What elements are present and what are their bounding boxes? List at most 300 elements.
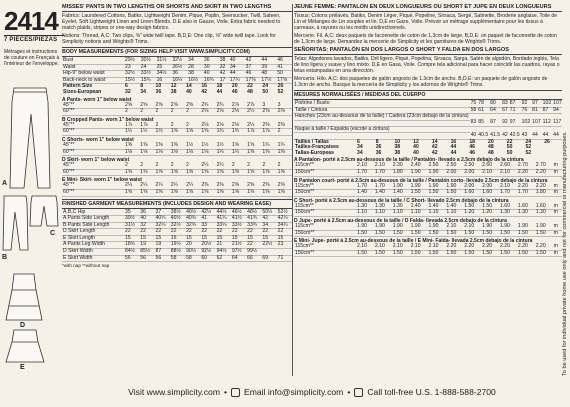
table-cell: 10: [394, 138, 401, 145]
row-label: 45"**: [62, 123, 124, 129]
footer-email-link[interactable]: Email info@simplicity.com: [244, 387, 344, 397]
row-label: Waist: [62, 64, 124, 71]
table-cell: 26: [277, 83, 284, 90]
table-cell: 17½: [260, 77, 276, 84]
column-divider: [292, 4, 293, 376]
table-cell: 38: [394, 149, 401, 156]
table-cell: 16: [450, 138, 457, 145]
table-cell: 31½: [124, 222, 139, 229]
row-label: B Pants Side Length: [62, 222, 124, 229]
table-cell: 12: [170, 83, 177, 90]
table-cell: 88½: [170, 249, 185, 256]
table-cell: 34: [229, 64, 245, 71]
table-cell: 1.50: [374, 230, 392, 237]
table-cell: 69: [261, 255, 276, 262]
table-cell: 2⅞: [246, 103, 261, 109]
metrage-table: [294, 163, 562, 176]
footer-separator: •: [347, 387, 351, 397]
table-cell: 33½: [231, 222, 246, 229]
table-cell: 2¼: [124, 183, 139, 189]
row-label: E Skirt Width: [62, 255, 124, 262]
table-cell: 2¼: [246, 109, 261, 116]
french-spanish-column: [294, 4, 562, 380]
table-cell: 94: [552, 107, 562, 114]
table-cell: 1.50: [445, 250, 463, 257]
table-cell: 1.50: [374, 250, 392, 257]
table-cell: 2¾: [200, 103, 215, 109]
table-cell: 97½: [231, 249, 246, 256]
table-cell: 34: [261, 222, 276, 229]
table-cell: 1⅝: [139, 169, 154, 176]
table-cell: 2.00: [445, 169, 463, 176]
table-cell: 32: [219, 64, 229, 71]
table-cell: 16¾: [203, 77, 219, 84]
table-cell: 3: [261, 103, 276, 109]
row-label: 60"**: [62, 189, 124, 196]
table-cell: 15½: [124, 77, 140, 84]
french-note: Métrages et instructions de couture en Français à l'intérieur de l'enveloppe.: [4, 49, 60, 67]
table-cell: 1.10: [392, 210, 410, 217]
table-cell: 44: [216, 88, 223, 95]
table-cell: 92: [502, 119, 508, 126]
table-cell: 1.90: [499, 224, 517, 230]
row-label: Sizes-European: [63, 88, 102, 95]
table-cell: 2⅜: [200, 183, 215, 189]
table-cell: 66: [246, 255, 261, 262]
row-label: 150cm**: [294, 210, 356, 217]
table-cell: 21: [216, 242, 231, 249]
view-label-d: D: [20, 322, 26, 329]
table-cell: 44: [450, 149, 457, 156]
table-cell: 18¾: [124, 242, 139, 249]
tissus-text: Tissus: Cotons prélavés, Batiks, Denim Léger, Piqué, Popeline, Sirsaca, Sergé, Satinette, Broderie anglaise, Toile de Lin et Mélanges de Lin souples et lin. D,E en Gaze, Voile. Prévoir un métrage supplémentaire pour les tissus à carreaux, à rayures ou les motifs unidirectionnels.: [294, 13, 558, 31]
table-cell: 8: [140, 83, 144, 90]
table-cell: 36: [171, 71, 187, 78]
spanish-title: SEÑORITAS: PANTALÓN EN DOS LARGOS O SHORT Y FALDA EN DOS LARGOS: [294, 47, 562, 55]
table-cell: 48: [488, 149, 494, 156]
table-cell: 29½: [124, 58, 140, 64]
pieces-count: 7 PIECES/PIEZAS: [4, 35, 64, 43]
table-cell: 64: [489, 107, 501, 114]
table-cell: 1.60: [463, 190, 481, 197]
table-cell: 1⅞: [139, 123, 154, 129]
table-row: [294, 210, 562, 217]
table-cell: 1.50: [428, 230, 446, 237]
table-cell: 2.10: [481, 169, 499, 176]
table-cell: 2: [170, 123, 185, 129]
table-cell: 22: [124, 229, 139, 236]
table-cell: 28: [187, 64, 203, 71]
table-cell: 40: [470, 131, 477, 138]
table-cell: 1.50: [481, 204, 499, 210]
table-cell: 52½: [277, 210, 292, 216]
table-cell: 23: [124, 64, 140, 71]
table-cell: 1.90: [392, 224, 410, 230]
table-cell: 52: [525, 149, 532, 156]
table-cell: 1⅝: [155, 189, 170, 196]
row-label: 60"**: [62, 169, 124, 176]
table-cell: 41¼: [216, 216, 231, 223]
table-cell: 56: [139, 255, 154, 262]
view-yardage-title: A Pantalon- porté à 2.5cm au-dessous de la taille / Pantalón- llevado a 2.5cm debajo de la cintura: [294, 157, 524, 164]
table-cell: 1⅝: [185, 129, 200, 136]
table-cell: 38½: [170, 210, 185, 216]
table-cell: 1⅞: [124, 123, 139, 129]
table-cell: 2: [277, 129, 292, 136]
table-cell: 40: [186, 88, 192, 95]
table-cell: 1.90: [392, 184, 410, 190]
fine-print: *with nap **without nap: [62, 263, 110, 269]
table-cell: 1.50: [428, 190, 446, 197]
table-cell: 36: [203, 58, 219, 64]
french-title: JEUNE FEMME: PANTALON EN DEUX LONGUEURS OU SHORT ET JUPE EN DEUX LONGUEURS: [294, 4, 562, 12]
table-cell: 1⅝: [200, 189, 215, 196]
table-cell: 1.40: [392, 190, 410, 197]
table-cell: 1.50: [517, 250, 535, 257]
table-cell: 1.10: [356, 210, 374, 217]
table-cell: 1.70: [356, 169, 374, 176]
table-cell: 31½: [156, 58, 172, 64]
table-cell: 1.10: [410, 210, 428, 217]
table-cell: 99½: [246, 249, 261, 256]
table-cell: 1.30: [356, 204, 374, 210]
table-cell: 1⅝: [216, 169, 231, 176]
table-cell: 2: [231, 163, 246, 169]
table-cell: 18: [469, 138, 475, 145]
table-cell: 2.10: [499, 169, 517, 176]
table-cell: 20: [185, 242, 200, 249]
table-cell: 1½: [216, 143, 231, 149]
table-cell: 87: [489, 120, 501, 126]
view-yardage-title: E Mini- Jupe- porté à 2.5cm au-dessous de la taille / E Mini- Falda- llevada 2.5cm debajo de la cintura: [294, 238, 533, 245]
table-cell: 112: [542, 119, 551, 126]
table-cell: 2¼: [246, 123, 261, 129]
table-cell: 1⅝: [231, 143, 246, 149]
table-cell: 2.50: [445, 163, 463, 169]
table-cell: 58: [170, 255, 185, 262]
table-cell: 1.50: [481, 230, 499, 237]
table-cell: 2: [155, 109, 170, 116]
shorts-c-sketch: [30, 196, 58, 226]
table-cell: 2¾: [216, 103, 231, 109]
merceria-text: Mercería: Hilo. A,C: dos paquetes de galón angosto de 1.3cm de ancho. B,D,E: un paquete de galón angosto de 1.3cm de ancho. Busque la mercería de Simplicity y los adornos de Wrights® Trims.: [294, 76, 548, 88]
row-label: D Skirt Length: [62, 229, 124, 236]
table-cell: 1.70: [356, 184, 374, 190]
row-label: Poitrine / Busto: [294, 101, 470, 107]
table-cell: 1.20: [481, 210, 499, 217]
table-cell: 6: [357, 138, 360, 145]
table-cell: 1⅛: [185, 149, 200, 156]
table-cell: 39: [260, 64, 276, 71]
table-cell: 1⅜: [124, 143, 139, 149]
table-cell: 2¼: [139, 183, 154, 189]
table-cell: 61: [477, 107, 489, 114]
table-cell: m: [553, 204, 562, 210]
table-row: [294, 190, 562, 197]
table-cell: 44: [260, 58, 276, 64]
garment-sketches: [0, 84, 60, 374]
table-cell: 94½: [216, 249, 231, 256]
table-cell: 50: [262, 88, 269, 95]
table-cell: 2: [124, 163, 139, 169]
row-label: Hip-9" below waist: [62, 71, 124, 78]
table-cell: 15: [124, 235, 139, 242]
table-cell: 16½: [187, 77, 203, 84]
table-cell: 2: [124, 109, 139, 116]
table-cell: 2.00: [463, 169, 481, 176]
table-cell: 15: [246, 235, 261, 242]
table-cell: 22: [216, 229, 231, 236]
table-cell: 44½: [216, 210, 231, 216]
view-yardage-title: C Shorts- worn 1" below waist: [62, 136, 134, 143]
table-cell: 83: [502, 100, 508, 106]
table-cell: 75: [470, 100, 477, 106]
table-cell: 1.30: [517, 210, 535, 217]
row-label: 60"**: [62, 109, 124, 116]
table-cell: 107: [553, 100, 562, 106]
table-cell: 1⅝: [170, 129, 185, 136]
table-cell: 2⅜: [277, 183, 292, 189]
table-cell: m: [553, 169, 562, 176]
yardage-section: [62, 96, 292, 197]
table-cell: 1⅝: [246, 189, 261, 196]
row-label: Bust: [62, 58, 124, 64]
table-cell: 22: [506, 138, 513, 145]
table-cell: 2.40: [410, 163, 428, 169]
table-cell: 2¼: [216, 163, 231, 169]
table-cell: 38: [394, 144, 401, 151]
row-label: 60"**: [62, 149, 124, 156]
table-cell: 50: [506, 149, 513, 156]
table-cell: 2: [185, 163, 200, 169]
table-cell: 32½: [124, 71, 140, 78]
table-cell: 42¼: [277, 216, 292, 223]
table-row: [62, 169, 292, 176]
size-table: [62, 84, 292, 95]
table-cell: 22: [185, 229, 200, 236]
table-cell: 62: [216, 255, 231, 262]
table-cell: 19: [139, 242, 154, 249]
table-cell: 33: [200, 222, 215, 229]
table-cell: 2.20: [517, 184, 535, 190]
table-cell: 16: [156, 77, 172, 84]
table-cell: 42: [261, 216, 276, 223]
table-cell: 2⅜: [231, 183, 246, 189]
table-cell: 1⅝: [200, 129, 215, 136]
table-cell: 1.30: [374, 204, 392, 210]
table-cell: 26½: [171, 64, 187, 71]
table-cell: 17⅜: [245, 77, 261, 84]
table-cell: 1⅞: [246, 129, 261, 136]
fabrics-text: Fabrics: Laundered Cottons, Batiks, Lightweight Denim, Pique, Poplin, Seersucker, Twill, Sateen, Eyelet, Soft Lightweight Linen and Linen Blends. D.E also in Gauze, Voile. Extra fabric needed to match plaids, stripes or one-way design fabrics.: [62, 13, 281, 31]
table-cell: 1.50: [410, 190, 428, 197]
table-cell: 40¼: [155, 216, 170, 223]
table-cell: 1.50: [410, 230, 428, 237]
table-cell: 42: [201, 88, 207, 95]
table-cell: 26: [544, 138, 550, 145]
yardage-table: [62, 163, 292, 176]
footer-visit-link[interactable]: Visit www.simplicity.com: [128, 387, 220, 397]
table-cell: 2: [139, 109, 154, 116]
table-cell: 46: [276, 58, 292, 64]
table-cell: 1¾: [277, 143, 292, 149]
row-label: 45"**: [62, 103, 124, 109]
table-cell: 2⅛: [231, 123, 246, 129]
table-cell: 24: [140, 64, 156, 71]
tailles-table: [294, 140, 562, 157]
table-cell: 2⅝: [185, 103, 200, 109]
table-cell: 90½: [185, 249, 200, 256]
table-row: [294, 133, 562, 139]
table-cell: 1.70: [499, 190, 517, 197]
table-cell: 40½: [170, 216, 185, 223]
table-cell: 1.60: [499, 204, 517, 210]
table-cell: 22: [200, 229, 215, 236]
table-cell: 2.20: [463, 244, 481, 250]
table-cell: 92: [521, 101, 532, 107]
table-cell: 1⅜: [246, 149, 261, 156]
table-cell: 2⅜: [277, 109, 292, 116]
row-label: Tallas-Europeas: [295, 149, 334, 156]
table-cell: 2⅝: [155, 103, 170, 109]
table-cell: 1⅜: [139, 143, 154, 149]
view-yardage-title: E Mini- Skirt- worn 1" below waist: [62, 177, 142, 184]
table-cell: 19: [155, 242, 170, 249]
table-cell: 71: [509, 107, 521, 114]
table-cell: 24: [262, 83, 269, 90]
table-cell: 1.50: [445, 190, 463, 197]
view-yardage-title: D Skirt- worn 1" below waist: [62, 157, 130, 164]
table-cell: 1⅜: [155, 143, 170, 149]
table-cell: 1¼: [231, 149, 246, 156]
table-cell: 1.10: [374, 210, 392, 217]
table-cell: 34¼: [277, 222, 292, 229]
row-label: 150cm**: [294, 169, 356, 176]
table-cell: 50: [276, 71, 292, 78]
metrage-section: [294, 156, 562, 257]
table-cell: 22: [231, 229, 246, 236]
table-cell: 2⅝: [170, 103, 185, 109]
table-cell: 97: [509, 120, 521, 126]
table-cell: 34½: [156, 71, 172, 78]
table-row: [62, 189, 292, 196]
table-cell: 2.00: [463, 184, 481, 190]
table-cell: 102: [542, 100, 552, 106]
table-cell: 1.90: [374, 224, 392, 230]
table-cell: 1⅛: [170, 149, 185, 156]
table-cell: 2: [261, 163, 276, 169]
table-cell: 1¼: [216, 149, 231, 156]
table-cell: 2.10: [445, 224, 463, 230]
table-cell: 14: [186, 83, 192, 90]
table-cell: 1⅝: [231, 189, 246, 196]
table-cell: 67: [502, 106, 508, 113]
table-cell: 17⅝: [276, 77, 292, 84]
table-cell: 1.90: [428, 184, 446, 190]
table-cell: 84½: [124, 249, 139, 256]
table-cell: 1⅝: [170, 169, 185, 176]
row-label: 115cm**: [294, 244, 356, 250]
table-cell: 33¾: [246, 222, 261, 229]
table-cell: m: [553, 190, 562, 197]
table-cell: 12: [413, 138, 419, 145]
table-cell: 92½: [200, 249, 215, 256]
table-cell: 1.30: [392, 204, 410, 210]
yardage-table: [62, 103, 292, 116]
table-cell: 60: [200, 255, 215, 262]
table-cell: 87: [542, 107, 553, 114]
table-cell: 2: [155, 163, 170, 169]
table-cell: 1⅝: [124, 189, 139, 196]
table-cell: 15: [139, 235, 154, 242]
email-icon: [231, 388, 240, 397]
table-cell: 40: [139, 216, 154, 223]
row-label: 150cm**: [294, 190, 356, 197]
table-cell: 2: [170, 109, 185, 116]
table-cell: 19½: [170, 242, 185, 249]
table-cell: 1⅞: [261, 129, 276, 136]
table-cell: 37: [245, 64, 261, 71]
row-label: 45"**: [62, 163, 124, 169]
table-cell: 1.90: [445, 184, 463, 190]
table-cell: 46: [231, 88, 238, 95]
vertical-note-text: To be used for individual private home use only and not for commercial or manufacturing purposes.: [562, 131, 568, 376]
table-row: [62, 255, 292, 262]
table-cell: 2.10: [463, 224, 481, 230]
table-cell: 38: [219, 58, 229, 64]
table-cell: 2⅜: [261, 183, 276, 189]
table-cell: 20½: [200, 242, 215, 249]
table-cell: 43: [521, 133, 532, 139]
body-measurements-table: [62, 58, 292, 84]
table-cell: 14: [431, 138, 438, 145]
table-cell: 58: [470, 106, 477, 113]
table-row: [62, 149, 292, 156]
skirt-e-sketch: [6, 330, 44, 362]
garment-drawings: [0, 84, 60, 374]
row-label: A Pants Side Length: [62, 216, 124, 223]
table-cell: 52: [277, 88, 284, 95]
table-cell: 33½: [140, 71, 156, 78]
row-label: 60"**: [62, 129, 124, 136]
table-cell: 40¾: [185, 216, 200, 223]
table-cell: 1.50: [463, 250, 481, 257]
table-cell: 1⅝: [261, 189, 276, 196]
table-cell: 2.20: [535, 184, 553, 190]
table-cell: 2.10: [374, 244, 392, 250]
table-cell: 3: [277, 103, 292, 109]
metrage-table: [294, 184, 562, 197]
metrage-table: [294, 204, 562, 217]
table-cell: 2.60: [499, 163, 517, 169]
table-cell: 1.50: [392, 230, 410, 237]
table-cell: 40: [229, 58, 245, 64]
table-cell: 1⅝: [185, 189, 200, 196]
table-cell: 15: [170, 235, 185, 242]
table-cell: 22: [246, 229, 261, 236]
pants-b-sketch: [3, 196, 28, 250]
table-cell: 1.30: [499, 210, 517, 217]
table-cell: 1¾: [261, 143, 276, 149]
table-cell: 1.60: [517, 204, 535, 210]
table-cell: 1⅝: [246, 143, 261, 149]
table-cell: 1⅜: [261, 149, 276, 156]
metrage-table: [294, 224, 562, 237]
table-cell: 2.20: [445, 244, 463, 250]
table-cell: 41: [276, 64, 292, 71]
table-cell: 2: [277, 163, 292, 169]
table-cell: 50: [506, 144, 513, 151]
